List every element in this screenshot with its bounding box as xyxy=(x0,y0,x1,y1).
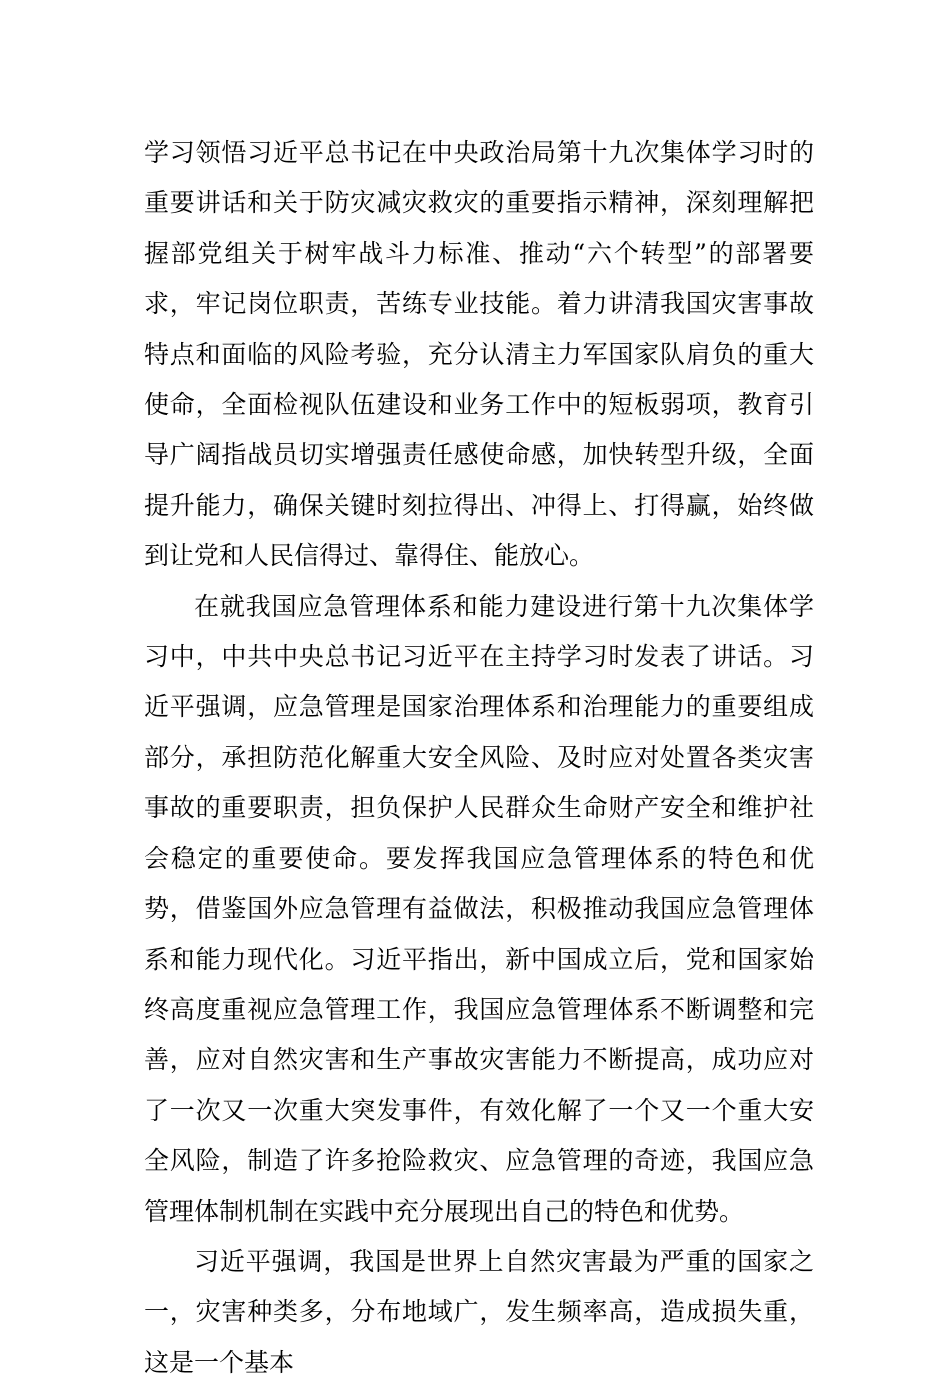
document-body xyxy=(144,128,814,1388)
paragraph-2: 在就我国应急管理体系和能力建设进行第十九次集体学习中，中共中央总书记习近平在主持学习时发表了讲话。习近平强调，应急管理是国家治理体系和治理能力的重要组成部分，承担防范化解重大安全风险、及时应对处置各类灾害事故的重要职责，担负保护人民群众生命财产安全和维护社会稳定的重要使命。要发挥我国应急管理体系的特色和优势，借鉴国外应急管理有益做法，积极推动我国应急管理体系和能力现代化。习近平指出，新中国成立后，党和国家始终高度重视应急管理工作，我国应急管理体系不断调整和完善，应对自然灾害和生产事故灾害能力不断提高，成功应对了一次又一次重大突发事件，有效化解了一个又一个重大安全风险，制造了许多抢险救灾、应急管理的奇迹，我国应急管理体制机制在实践中充分展现出自己的特色和优势。 xyxy=(144,591,814,1226)
paragraph-1: 学习领悟习近平总书记在中央政治局第十九次集体学习时的重要讲话和关于防灾减灾救灾的重要指示精神，深刻理解把握部党组关于树牢战斗力标准、推动“六个转型”的部署要求，牢记岗位职责，苦练专业技能。着力讲清我国灾害事故特点和面临的风险考验，充分认清主力军国家队肩负的重大使命，全面检视队伍建设和业务工作中的短板弱项，教育引导广阔指战员切实增强责任感使命感，加快转型升级，全面提升能力，确保关键时刻拉得出、冲得上、打得赢，始终做到让党和人民信得过、靠得住、能放心。 xyxy=(144,138,814,571)
paragraph-3: 习近平强调，我国是世界上自然灾害最为严重的国家之一，灾害种类多，分布地域广，发生频率高，造成损失重，这是一个基本 xyxy=(144,1246,814,1377)
